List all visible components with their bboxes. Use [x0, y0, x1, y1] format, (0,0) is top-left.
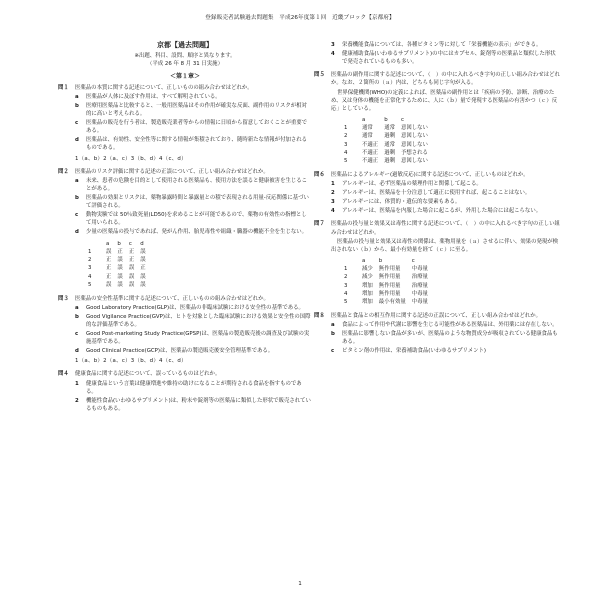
option-item — [58, 102, 312, 118]
option-item — [314, 207, 560, 215]
option-label: b — [331, 331, 335, 338]
option-text: アレルギーは、医薬品を内服した場合に起こるが、外用した場合には起こらない。 — [342, 208, 542, 215]
option-label: c — [75, 331, 79, 337]
page-number: 1 — [298, 580, 302, 587]
table-cell: 誤 — [140, 248, 146, 255]
table-cell: 無作用量 — [378, 274, 401, 281]
table-header-row — [344, 257, 434, 265]
table-row — [88, 273, 152, 281]
table-cell: 不適正 — [362, 141, 379, 148]
table-cell: 中毒量 — [411, 291, 428, 298]
choice-number: 1 — [344, 265, 348, 272]
question-number: 問６ — [314, 171, 325, 178]
option-text: 未来、患者の危険を目的として使用される医薬品も、使用方法を誤ると健康被害を生じることがある。 — [86, 177, 308, 192]
option-text: ビタミン剤の作用は、栄養補助食品(いわゆるサプリメント) — [342, 348, 487, 355]
table-row — [88, 256, 152, 264]
table-corner-cell — [88, 240, 106, 248]
question-block — [314, 312, 560, 356]
option-item — [58, 228, 312, 236]
choice-number: 5 — [344, 158, 348, 165]
table-cell: 誤 — [117, 282, 123, 289]
option-item — [58, 313, 312, 329]
table-row — [344, 132, 434, 140]
table-cell: 意図しない — [400, 141, 428, 148]
option-text: Good Clinical Practice(GCP)は、医薬品の製造販売後安全管理基準である。 — [86, 348, 274, 355]
table-cell: 不適正 — [362, 150, 379, 157]
question-block — [58, 84, 312, 163]
option-item — [58, 119, 312, 135]
table-cell: 減少 — [362, 274, 373, 281]
question-number: 問４ — [58, 371, 69, 378]
option-text: 医薬品の販売を行う者は、製造販売業者等からの情報に日頃から留意しておくことが重要である。 — [86, 120, 308, 135]
option-text: アレルギーには、体質的・遺伝的な要素もある。 — [342, 199, 461, 206]
option-item — [314, 198, 560, 206]
question-head — [314, 220, 560, 236]
option-item — [58, 177, 312, 193]
question-head — [58, 84, 312, 92]
option-item — [314, 189, 560, 197]
left-question-list — [58, 84, 312, 413]
question-head — [58, 370, 312, 378]
option-text: 機能性食品(いわゆるサプリメント)は、粉末や錠剤等の医薬品に類似した形状で販売されているものもある。 — [86, 397, 311, 412]
table-cell: 正 — [117, 248, 123, 255]
table-cell: 誤 — [128, 265, 135, 272]
question-text: 医薬品と食品との相互作用に関する記述の正誤について、正しい組み合わせはどれか。 — [331, 312, 542, 319]
option-label: 3 — [331, 42, 335, 48]
table-cell: 正 — [128, 248, 135, 255]
answer-combination-table — [344, 257, 434, 307]
question-text: 健康食品に関する記述について、誤っているものはどれか。 — [75, 371, 221, 378]
table-cell: 誤 — [140, 282, 146, 289]
question-head — [314, 312, 560, 320]
table-cell: 不適正 — [362, 158, 379, 165]
table-cell: 誤 — [128, 282, 135, 289]
table-column-header: b — [117, 240, 121, 247]
table-cell: 誤 — [106, 282, 112, 289]
option-label: a — [75, 304, 79, 311]
option-item — [58, 304, 312, 312]
option-item — [58, 211, 312, 227]
choice-number: 1 — [88, 248, 92, 255]
option-item — [58, 93, 312, 101]
table-corner-cell — [344, 257, 362, 265]
option-text: 少量の医薬品の投与であれば、発がん作用、胎児毒性や組織・臓器の機能不全を生じない。 — [86, 229, 308, 236]
table-row — [88, 264, 152, 272]
table-row — [344, 141, 434, 149]
question-head — [58, 168, 312, 176]
table-cell: 予想される — [400, 150, 428, 157]
table-cell: 正 — [140, 265, 146, 272]
choice-number: 3 — [344, 282, 348, 289]
table-cell: 無作用量 — [378, 282, 401, 289]
table-cell: 増加 — [362, 291, 373, 298]
option-label: c — [331, 348, 335, 355]
option-text: 医薬品の効果とリスクは、薬物暴露時間と暴露量との積で表現される用量‐反応関係に基づいて評価される。 — [86, 195, 309, 210]
answer-choices: 1（a、b）2（a、c）3（b、d）4（c、d） — [75, 358, 187, 365]
table-column-header: d — [140, 240, 144, 247]
table-header-row — [88, 240, 152, 248]
table-row — [344, 157, 434, 165]
question-block — [314, 71, 560, 166]
option-item — [314, 330, 560, 346]
table-cell: 誤 — [140, 257, 146, 264]
answer-choices: 1（a、b）2（a、c）3（b、d）4（c、d） — [75, 155, 187, 162]
table-corner-cell — [344, 116, 362, 124]
option-item — [314, 180, 560, 188]
option-item — [58, 330, 312, 346]
table-column-header: a — [362, 116, 366, 123]
option-text: 動物実験では 50％致死量(LD50)を求めることが可能であるので、薬物の有効性の指標として用いられる。 — [86, 212, 307, 227]
table-cell: 無作用量 — [378, 291, 401, 298]
table-cell: 過剰 — [384, 158, 395, 165]
option-label: b — [75, 102, 79, 109]
note-line-2: （平成 26 年 8 月 31 日実施） — [147, 60, 223, 67]
table-row — [88, 248, 152, 256]
table-cell: 正 — [106, 257, 112, 264]
table-cell: 正 — [128, 257, 135, 264]
table-cell: 中毒量 — [411, 299, 428, 306]
question-number: 問５ — [314, 72, 325, 79]
option-label: 3 — [331, 199, 335, 206]
left-column — [58, 40, 312, 418]
option-label: 1 — [75, 380, 79, 387]
option-label: c — [75, 212, 79, 219]
question-text: 医薬品の副作用に関する記述について、（ ）の中に入れるべき字句の正しい組み合わせはどれか。なお、２箇所の（ａ）内は、どちらも同じ字句が入る。 — [331, 72, 560, 87]
choice-number: 4 — [344, 291, 348, 298]
question-text: 医薬品によるアレルギー(過敏反応)に関する記述について、正しいものはどれか。 — [331, 171, 529, 178]
option-text: 医療用医薬品と比較すると、一般用医薬品はその作用が確実な反面、副作用のリスクが相対的に高いと考えられる。 — [86, 102, 307, 118]
table-cell: 通常 — [384, 124, 395, 131]
option-label: d — [75, 137, 79, 144]
table-cell: 意図しない — [400, 124, 428, 131]
question-number: 問７ — [314, 221, 325, 228]
table-column-header: b — [378, 257, 383, 264]
section-title: 京都【過去問題】 — [157, 41, 213, 49]
option-label: 4 — [331, 51, 335, 58]
option-item — [314, 50, 560, 66]
table-cell: 増加 — [362, 299, 373, 306]
question-head — [314, 171, 560, 179]
right-column — [314, 40, 560, 360]
question-head — [58, 295, 312, 303]
table-column-header: b — [384, 116, 388, 123]
option-label: a — [75, 177, 79, 184]
option-label: 2 — [75, 397, 79, 404]
choice-number: 4 — [344, 150, 348, 157]
table-cell: 過剰 — [384, 150, 395, 157]
table-cell: 無作用量 — [378, 265, 401, 272]
option-text: 医薬品が人体に及ぼす作用は、すべて解明されている。 — [86, 93, 221, 100]
table-cell: 最小有効量 — [378, 299, 406, 306]
option-text: アレルギーは、医薬品を十分注意して適正に使用すれば、起こることはない。 — [342, 190, 531, 197]
option-text: Good Vigilance Practice(GVP)は、ヒトを対象とした臨床試験における効果と安全性の国際的な評価基準である。 — [86, 313, 311, 328]
option-text: 栄養機能食品については、各種ビタミン等に対して「栄養機能の表示」ができる。 — [342, 42, 542, 48]
option-label: c — [75, 120, 79, 127]
option-item — [314, 347, 560, 355]
table-row — [344, 282, 434, 290]
page-header: 登録販売者試験過去問題集 平成26年度第１回 近畿ブロック【京都府】 — [205, 15, 395, 21]
question-block — [314, 171, 560, 216]
choice-number: 5 — [88, 282, 92, 289]
question-number: 問３ — [58, 295, 69, 302]
table-cell: 減少 — [362, 265, 373, 272]
answer-combination-table — [88, 240, 152, 290]
table-cell: 誤 — [117, 265, 123, 272]
table-cell: 増加 — [362, 282, 373, 289]
table-cell: 通常 — [362, 133, 373, 140]
question-number: 問１ — [58, 84, 69, 91]
choice-number: 4 — [88, 273, 92, 280]
option-label: 1 — [331, 180, 335, 187]
table-cell: 治療量 — [411, 274, 428, 281]
table-cell: 誤 — [117, 257, 123, 264]
table-cell: 正 — [106, 273, 112, 280]
option-text: Good Laboratory Practice(GLP)は、医薬品の非臨床試験における安全性の基準である。 — [86, 304, 304, 311]
option-label: 2 — [331, 190, 335, 197]
question-number: 問８ — [314, 312, 325, 319]
table-column-header: a — [106, 240, 110, 247]
table-column-header: c — [411, 257, 415, 264]
option-item — [58, 347, 312, 355]
table-header-row — [344, 116, 434, 124]
table-cell: 誤 — [140, 273, 146, 280]
option-text: Good Post-marketing Study Practice(GPSP)は、医薬品の製造販売後の調査及び試験の実施基準である。 — [86, 331, 310, 346]
question-head — [314, 71, 560, 87]
option-label: d — [75, 229, 79, 236]
question-text: 医薬品のリスク評価に関する記述の正誤について、正しい組み合わせはどれか。 — [75, 168, 269, 175]
answer-combination-table — [344, 116, 434, 166]
option-label: b — [75, 313, 79, 320]
table-row — [344, 265, 434, 273]
option-text: 健康補助食品(いわゆるサプリメント)の中にはカプセル、錠剤等の医薬品と類似した形状で発売されているものも多い。 — [342, 51, 556, 66]
question-block — [58, 168, 312, 290]
chapter-heading: ＜第１章＞ — [169, 72, 200, 80]
question-text: 医薬品の安全性基準に関する記述について、正しいものの組み合わせはどれか。 — [75, 295, 269, 302]
table-row — [344, 290, 434, 298]
table-cell: 中毒量 — [411, 265, 428, 272]
option-item — [58, 380, 312, 396]
question-number: 問２ — [58, 168, 69, 175]
choice-number: 3 — [88, 265, 92, 272]
table-cell: 過剰 — [384, 133, 395, 140]
option-label: a — [331, 321, 335, 328]
table-row — [344, 298, 434, 306]
right-question-list — [314, 41, 560, 355]
table-cell: 意図しない — [400, 158, 428, 165]
option-text: 健康食品という言葉は健康増進や維持の助けになることが期待される食品を指すものである。 — [86, 380, 302, 395]
table-cell: 意図しない — [400, 133, 428, 140]
option-label: 4 — [331, 208, 335, 215]
note-line-1: ※出題、科目、設問、順序と異なります。 — [134, 52, 236, 59]
question-text: 医薬品の本質に関する記述について、正しいものの組み合わせはどれか。 — [75, 84, 253, 91]
table-row — [344, 124, 434, 132]
choice-number: 2 — [344, 274, 348, 281]
option-item — [58, 397, 312, 413]
question-block — [58, 370, 312, 413]
option-label: b — [75, 195, 79, 202]
table-cell: 誤 — [117, 273, 123, 280]
table-row — [344, 149, 434, 157]
question-block — [58, 295, 312, 366]
option-label: d — [75, 348, 79, 355]
option-text: 食品によって作用や代謝に影響を生じる可能性がある医薬品は、外用薬には存在しない。 — [342, 321, 558, 328]
table-cell: 誤 — [106, 248, 112, 255]
option-text: 医薬品に影響しない食品が多いが、医薬品のような物質成分が吸収されている健康食品もある。 — [342, 331, 558, 346]
option-item — [314, 321, 560, 329]
question-block — [314, 41, 560, 66]
table-column-header: c — [400, 116, 404, 123]
option-label: a — [75, 93, 79, 100]
option-item — [314, 41, 560, 49]
question-passage: 世界保健機関(WHO)の定義によれば、医薬品の副作用とは「疾病の予防、診断、治療のため、又は身体の機能を正常化するために、人に（ｂ）量で発現する医薬品の有害かつ（ｃ）反応」としている。 — [331, 89, 558, 112]
table-cell: 正 — [106, 265, 112, 272]
choice-number: 1 — [344, 124, 348, 131]
choice-number: 2 — [344, 133, 348, 140]
choice-number: 2 — [88, 257, 92, 264]
table-column-header: a — [362, 257, 366, 264]
table-cell: 誤 — [128, 273, 135, 280]
question-block — [314, 220, 560, 306]
table-cell: 治療量 — [411, 282, 428, 289]
choice-number: 3 — [344, 141, 348, 148]
option-text: アレルギーは、必ず医薬品の薬理作用と関係して起こる。 — [342, 180, 482, 187]
question-text: 医薬品の投与量と効果又は毒性に関する記述について、（ ）の中に入れるべき字句の正しい組み合わせはどれか。 — [331, 221, 560, 236]
table-row — [344, 273, 434, 281]
option-text: 医薬品は、有効性、安全性等に関する情報が集積されており、随時新たな情報が付加されるものである。 — [86, 137, 308, 152]
table-row — [88, 281, 152, 289]
table-cell: 通常 — [362, 124, 373, 131]
table-cell: 通常 — [384, 141, 395, 148]
table-column-header: c — [128, 240, 132, 247]
choice-number: 5 — [344, 299, 348, 306]
question-passage: 医薬品の投与量と効果又は毒性の関係は、薬物用量を（ａ）させるに伴い、効果の発現が検出されない（ｂ）から、最小有効量を経て（ｃ）に至る。 — [331, 238, 559, 253]
option-item — [58, 136, 312, 152]
option-item — [58, 194, 312, 210]
